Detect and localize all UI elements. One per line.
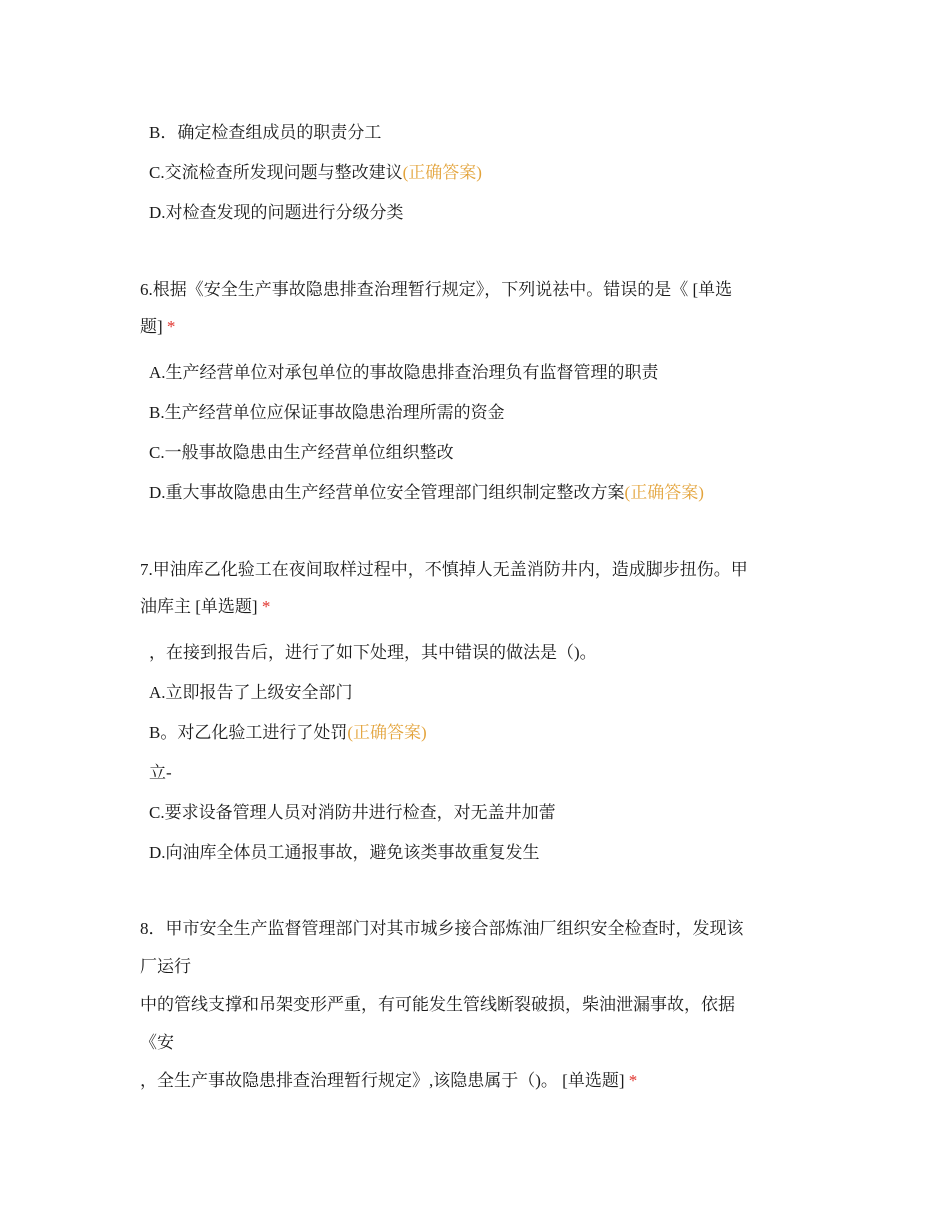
q6-option-a: A.生产经营单位对承包单位的事故隐患排查治理负有监督管理的职责: [149, 363, 659, 382]
q6-option-c: C.一般事故隐患由生产经营单位组织整改: [149, 443, 454, 462]
q7-stray-text: 立-: [149, 763, 172, 782]
correct-answer-mark: (正确答案): [347, 723, 427, 742]
q8-title-line-3: 中的管线支撑和吊架变形严重，有可能发生管线断裂破损，柴油泄漏事故，依据: [140, 995, 735, 1014]
q6-title-line-2: 题] *: [140, 317, 176, 336]
correct-answer-mark: (正确答案): [624, 483, 704, 502]
q8-title-line-2: 厂运行: [140, 957, 191, 976]
q8-title-line-4: 《安: [140, 1033, 174, 1052]
q7-option-b: B。对乙化验工进行了处罚(正确答案): [149, 723, 427, 742]
required-asterisk: *: [261, 597, 271, 616]
q7-option-d: D.向油库全体员工通报事故，避免该类事故重复发生: [149, 843, 540, 862]
required-asterisk: *: [166, 317, 176, 336]
q7-title-line-3: ，在接到报告后，进行了如下处理，其中错误的做法是（)。: [149, 643, 597, 662]
required-asterisk: *: [628, 1071, 638, 1090]
q7-option-a: A.立即报告了上级安全部门: [149, 683, 353, 702]
q7-title-line-2: 油库主 [单选题] *: [140, 597, 271, 616]
q6-option-d: D.重大事故隐患由生产经营单位安全管理部门组织制定整改方案(正确答案): [149, 483, 704, 502]
q8-title-line-5: ，全生产事故隐患排查治理暂行规定》,该隐患属于（)。 [单选题] *: [140, 1071, 638, 1090]
q7-title-line-1: 7.甲油库乙化验工在夜间取样过程中，不慎掉人无盖消防井内，造成脚步扭伤。甲: [140, 560, 748, 579]
q7-option-c: C.要求设备管理人员对消防井进行检查，对无盖井加蕾: [149, 803, 556, 822]
q5-option-b: B．确定检查组成员的职责分工: [149, 123, 382, 142]
q5-option-d: D.对检查发现的问题进行分级分类: [149, 203, 404, 222]
q6-option-b: B.生产经营单位应保证事故隐患治理所需的资金: [149, 403, 505, 422]
q5-option-c: C.交流检查所发现问题与整改建议(正确答案): [149, 163, 482, 182]
q8-title-line-1: 8．甲市安全生产监督管理部门对其市城乡接合部炼油厂组织安全检查时，发现该: [140, 919, 744, 938]
correct-answer-mark: (正确答案): [402, 163, 482, 182]
q6-title-line-1: 6.根据《安全生产事故隐患排查治理暂行规定》，下列说祛中。错误的是《 [单选: [140, 280, 733, 299]
